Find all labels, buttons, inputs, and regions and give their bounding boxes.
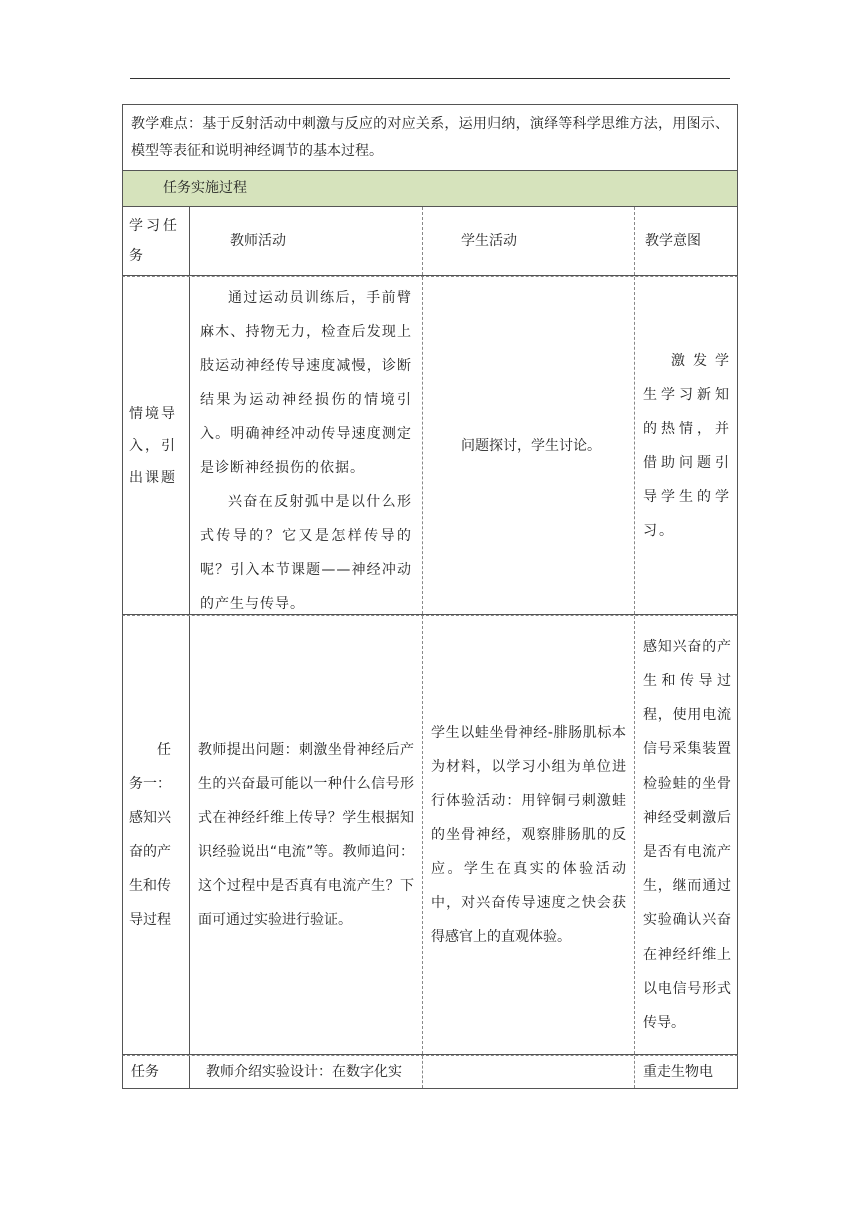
section-title-row bbox=[122, 171, 738, 207]
header-rule bbox=[130, 78, 730, 79]
intent-cell bbox=[634, 277, 739, 614]
table-header-row bbox=[122, 207, 738, 276]
student-cell bbox=[422, 1056, 634, 1088]
teacher-paragraph: 兴奋在反射弧中是以什么形式传导的？它又是怎样传导的呢？引入本节课题——神经冲动的产生与传导。 bbox=[200, 494, 412, 612]
teacher-cell bbox=[189, 277, 422, 614]
task-cell: 任务 bbox=[131, 1064, 159, 1080]
header-task: 学习任务 bbox=[129, 218, 180, 264]
table-row bbox=[122, 1055, 738, 1089]
teacher-paragraph: 通过运动员训练后，手前臂麻木、持物无力，检查后发现上肢运动神经传导速度减慢，诊断结果为运动神经损伤的情境引入。明确神经冲动传导速度测定是诊断神经损伤的依据。 bbox=[200, 290, 412, 476]
task-cell: 情境导入，引出课题 bbox=[129, 405, 177, 486]
task-cell bbox=[123, 616, 189, 1054]
section-title: 任务实施过程 bbox=[163, 180, 247, 196]
header-teacher: 教师活动 bbox=[189, 207, 422, 275]
teacher-cell: 教师提出问题：刺激坐骨神经后产生的兴奋最可能以一种什么信号形式在神经纤维上传导？学生根据知识经验说出“电流”等。教师追问：这个过程中是否真有电流产生？下面可通过实验进行验证。 bbox=[189, 616, 422, 1054]
task-text: 任务一：感知兴奋的产生和传导过程 bbox=[129, 742, 171, 928]
intent-text: 激发学生学习新知的热情，并借助问题引导学生的学习。 bbox=[643, 352, 731, 539]
intent-cell: 重走生物电 bbox=[634, 1056, 739, 1088]
intent-cell: 感知兴奋的产生和传导过程，使用电流信号采集装置检验蛙的坐骨神经受刺激后是否有电流产生，继而通过实验确认兴奋在神经纤维上以电信号形式传导。 bbox=[634, 616, 739, 1054]
table-row bbox=[122, 276, 738, 615]
header-student: 学生活动 bbox=[422, 207, 634, 275]
teacher-cell: 教师介绍实验设计：在数字化实 bbox=[189, 1056, 422, 1088]
difficulty-row bbox=[122, 104, 738, 171]
student-cell: 学生以蛙坐骨神经-腓肠肌标本为材料，以学习小组为单位进行体验活动：用锌铜弓刺激蛙的坐骨神经，观察腓肠肌的反应。学生在真实的体验活动中，对兴奋传导速度之快会获得感官上的直观体验。 bbox=[422, 616, 634, 1054]
header-intent: 教学意图 bbox=[634, 207, 739, 275]
table-row bbox=[122, 615, 738, 1055]
student-cell: 问题探讨，学生讨论。 bbox=[422, 277, 634, 614]
difficulty-text: 教学难点：基于反射活动中刺激与反应的对应关系，运用归纳，演绎等科学思维方法，用图示、模型等表征和说明神经调节的基本过程。 bbox=[131, 116, 729, 159]
